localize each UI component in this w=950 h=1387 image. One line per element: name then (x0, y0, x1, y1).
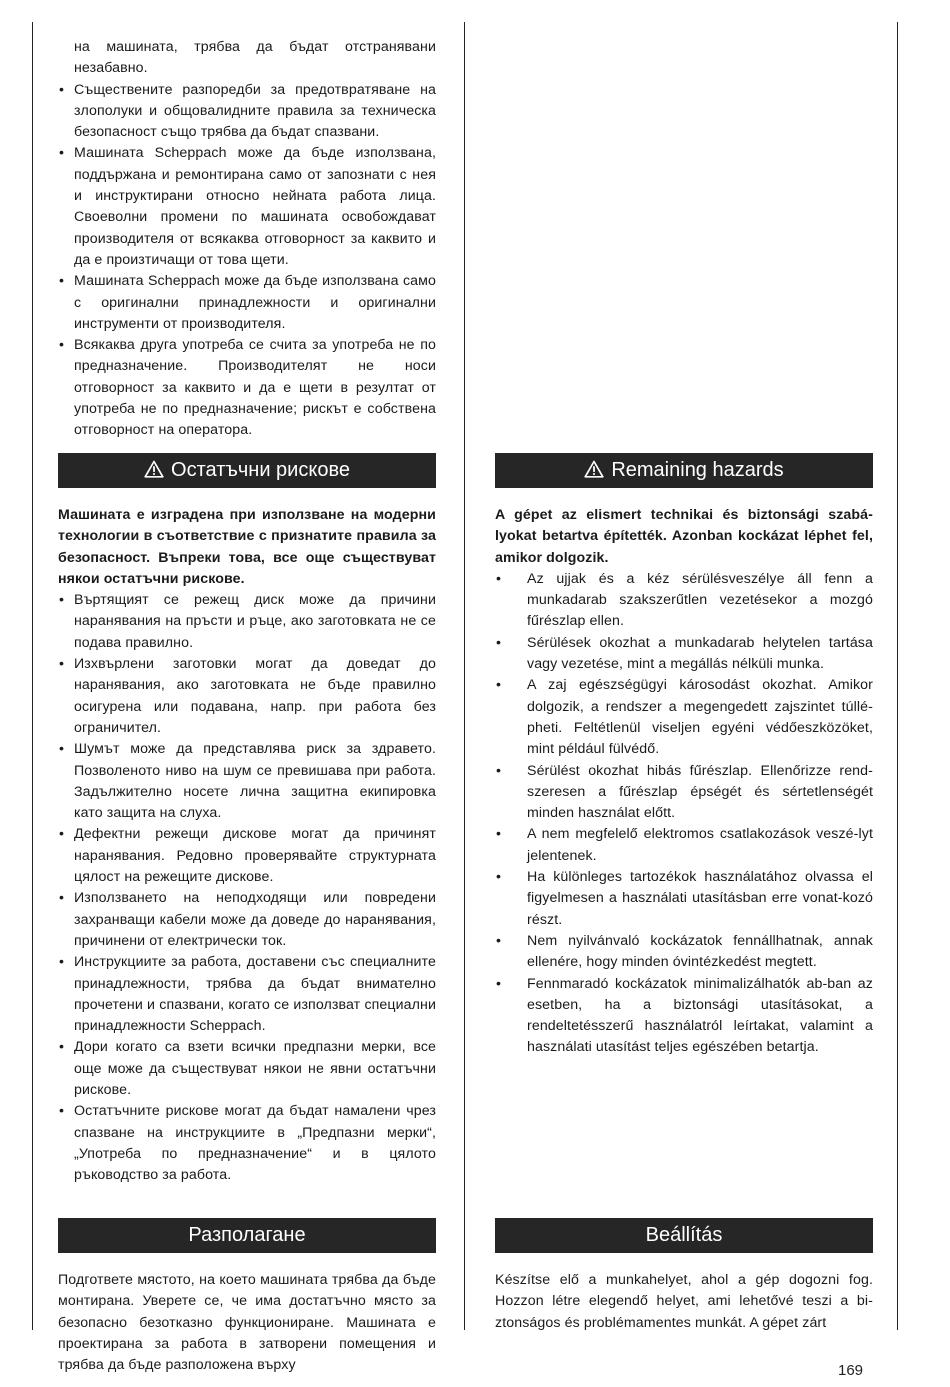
list-item: • Дефектни режещи дискове могат да причинят наранявания. Редовно проверявайте структурната цялост на режещите дискове. (58, 824, 436, 888)
list-item: • Дори когато са взети всички предпазни мерки, все още може да съществуват някои не явни остатъчни рискове. (58, 1037, 436, 1101)
page-number: 169 (838, 1362, 864, 1379)
center-divider-line (464, 22, 465, 1330)
list-item: • Инструкциите за работа, доставени със специалните принадлежности, трябва да бъдат внимателно прочетени и спазвани, когато се използват специални принадлежности Scheppach. (58, 952, 436, 1037)
list-item: • Използването на неподходящи или повредени захранващи кабели може да доведе до наранявания, причинени от електрически ток. (58, 888, 436, 952)
list-item: • Машината Scheppach може да бъде използвана, поддържана и ремонтирана само от запознати с нея и инструктирани относно нейната работа лица. Своеволни промени по машината освобождават производителя от всякаква отговорност за каквито и да е произтичащи от това щети. (58, 143, 436, 271)
list-item: • A nem megfelelő elektromos csatlakozások veszé-lyt jelentenek. (495, 824, 873, 867)
list-item: • Всякаква друга употреба се счита за употреба не по предназначение. Производителят не носи отговорност за каквито и да е щети в резултат от употреба не по предназначение; рискът е собствена отговорност на оператора. (58, 335, 436, 441)
list-item: • Изхвърлени заготовки могат да доведат до наранявания, ако заготовката не бъде правилно осигурена или подавана, напр. при работа без ограничител. (58, 654, 436, 739)
list-item: • A zaj egészségügyi károsodást okozhat. Amikor dolgozik, a rendszer a megengedett zajszintet túllé-pheti. Feltétlenül viseljen egyéni védőeszközöket, mint például fülvédő. (495, 675, 873, 760)
hazards-heading-hu: Remaining hazards (611, 459, 784, 481)
setup-heading-bg: Разполагане (188, 1224, 306, 1246)
list-item: • Az ujjak és a kéz sérülésveszélye áll fenn a munkadarab szakszerűtlen vezetésekor a mozgó fűrészlap ellen. (495, 569, 873, 633)
list-item: • Съществените разпоредби за предотвратяване на злополуки и общовалидните правила за техническа безопасност също трябва да бъдат спазвани. (58, 80, 436, 144)
left-hazards-block (58, 505, 436, 1187)
setup-text-hu: Készítse elő a munkahelyet, ahol a gép dogozni fog. Hozzon létre elegendő helyet, ami lehetővé teszi a bi-ztonságos és problémamentes munkát. A gépet zárt (495, 1272, 873, 1331)
intro-continuation: на машината, трябва да бъдат отстранявани незабавно. (74, 39, 436, 77)
hazards-list-hu (495, 569, 873, 1059)
hazards-heading-bar-bg (58, 453, 436, 488)
list-item: • Ha különleges tartozékok használatához olvassa el figyelmesen a használati utasításban erre vonat-kozó részt. (495, 867, 873, 931)
warning-triangle-icon (144, 460, 164, 478)
list-item: • Fennmaradó kockázatok minimalizálhatók ab-ban az esetben, ha a biztonsági utasításokat, a rendeltetésszerű használatról leírtakat, valamint a használati utasítást teljes egészében betartja. (495, 974, 873, 1059)
list-item: • Шумът може да представлява риск за здравето. Позволеното ниво на шум се превишава при работа. Задължително носете лична защитна екипировка като защита на слуха. (58, 739, 436, 824)
intro-list (58, 80, 436, 442)
right-hazards-block (495, 505, 873, 1059)
right-margin-line (897, 22, 898, 1330)
left-intro-block (58, 37, 436, 442)
left-setup-block (58, 1270, 436, 1376)
list-item: • Nem nyilvánvaló kockázatok fennállhatnak, annak ellenére, hogy minden óvintézkedést megtett. (495, 931, 873, 974)
setup-text-bg: Подгответе мястото, на което машината трябва да бъде монтирана. Уверете се, че има достатъчно място за безопасно безотказно функциониране. Машината е проектирана за работа в затворени помещения и трябва да бъде разположена върху (58, 1272, 436, 1374)
hazards-list-bg (58, 590, 436, 1186)
setup-heading-hu: Beállítás (645, 1224, 723, 1246)
hazards-lead-bg: Машината е изградена при използване на модерни технологии в съответствие с признатите правила за безопасност. Въпреки това, все още съществуват някои остатъчни рискове. (58, 507, 436, 587)
list-item: • Машината Scheppach може да бъде използвана само с оригинални принадлежности и оригинални инструменти от производителя. (58, 271, 436, 335)
hazards-heading-bar-hu (495, 453, 873, 488)
hazards-heading-bg: Остатъчни рискове (171, 459, 350, 481)
list-item: • Sérülést okozhat hibás fűrészlap. Ellenőrizze rend-szeresen a fűrészlap épségét és sértetlenségét minden használat előtt. (495, 761, 873, 825)
list-item: • Остатъчните рискове могат да бъдат намалени чрез спазване на инструкциите в „Предпазни мерки“, „Употреба по предназначение“ и в цялото ръководство за работа. (58, 1101, 436, 1186)
setup-heading-bar-hu (495, 1218, 873, 1253)
list-item: • Sérülések okozhat a munkadarab helytelen tartása vagy vezetése, mint a megállás nélküli munka. (495, 633, 873, 676)
warning-triangle-icon (584, 460, 604, 478)
right-setup-block (495, 1270, 873, 1334)
setup-heading-bar-bg (58, 1218, 436, 1253)
hazards-lead-hu: A gépet az elismert technikai és biztonsági szabá-lyokat betartva építették. Azonban kockázat léphet fel, amikor dolgozik. (495, 507, 873, 566)
list-item: • Въртящият се режещ диск може да причини наранявания на пръсти и ръце, ако заготовката не се подава правилно. (58, 590, 436, 654)
left-margin-line (32, 22, 33, 1330)
